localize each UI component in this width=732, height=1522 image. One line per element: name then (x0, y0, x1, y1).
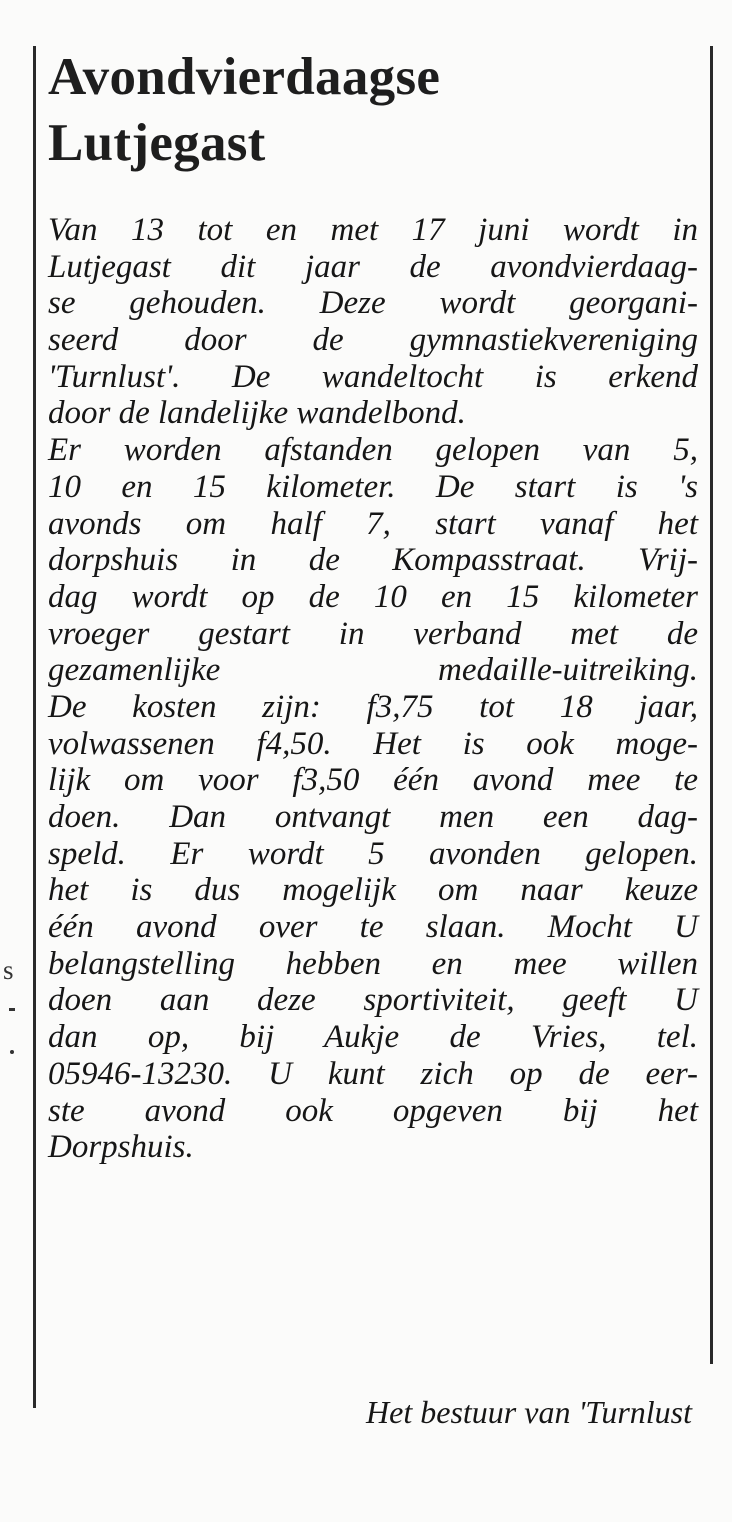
body-line: se gehouden. Deze wordt georgani- (48, 285, 698, 322)
body-line: dag wordt op de 10 en 15 kilometer (48, 578, 698, 615)
body-line: De kosten zijn: f3,75 tot 18 jaar, (48, 688, 698, 725)
body-line: dan op, bij Aukje de Vries, tel. (48, 1019, 698, 1056)
body-line: Er worden afstanden gelopen van 5, (48, 432, 698, 469)
body-line: het is dus mogelijk om naar keuze (48, 872, 698, 909)
body-line: één avond over te slaan. Mocht U (48, 909, 698, 946)
body-line: 'Turnlust'. De wandeltocht is erkend (48, 358, 698, 395)
article-headline (48, 44, 440, 176)
article-signature: Het bestuur van 'Turnlust (366, 1394, 692, 1430)
body-line: vroeger gestart in verband met de (48, 615, 698, 652)
body-line: doen aan deze sportiviteit, geeft U (48, 982, 698, 1019)
body-line: avonds om half 7, start vanaf het (48, 505, 698, 542)
margin-dash-mark (9, 1008, 15, 1011)
column-rule-left (33, 46, 36, 1408)
body-line: lijk om voor f3,50 één avond mee te (48, 762, 698, 799)
body-line: 10 en 15 kilometer. De start is 's (48, 468, 698, 505)
margin-fragment: s (3, 955, 14, 985)
body-line: dorpshuis in de Kompasstraat. Vrij- (48, 542, 698, 579)
column-rule-right (710, 46, 713, 1364)
article-body (48, 212, 698, 1166)
body-line: volwassenen f4,50. Het is ook moge- (48, 725, 698, 762)
body-line: door de landelijke wandelbond. (48, 395, 466, 432)
body-line: speld. Er wordt 5 avonden gelopen. (48, 835, 698, 872)
body-line: Lutjegast dit jaar de avondvierdaag- (48, 248, 698, 285)
body-line: doen. Dan ontvangt men een dag- (48, 799, 698, 835)
body-line: gezamenlijke medaille-uitreiking. (48, 652, 698, 689)
body-line: ste avond ook opgeven bij het (48, 1092, 698, 1129)
body-line: seerd door de gymnastiekvereniging (48, 322, 698, 359)
margin-dot-mark (10, 1050, 14, 1054)
body-line: 05946-13230. U kunt zich op de eer- (48, 1055, 698, 1092)
body-line: belangstelling hebben en mee willen (48, 945, 698, 982)
headline-line-2: Lutjegast (48, 114, 266, 172)
body-line: Dorpshuis. (48, 1129, 194, 1166)
headline-line-1: Avondvierdaagse (48, 48, 441, 106)
body-line: Van 13 tot en met 17 juni wordt in (48, 212, 698, 248)
